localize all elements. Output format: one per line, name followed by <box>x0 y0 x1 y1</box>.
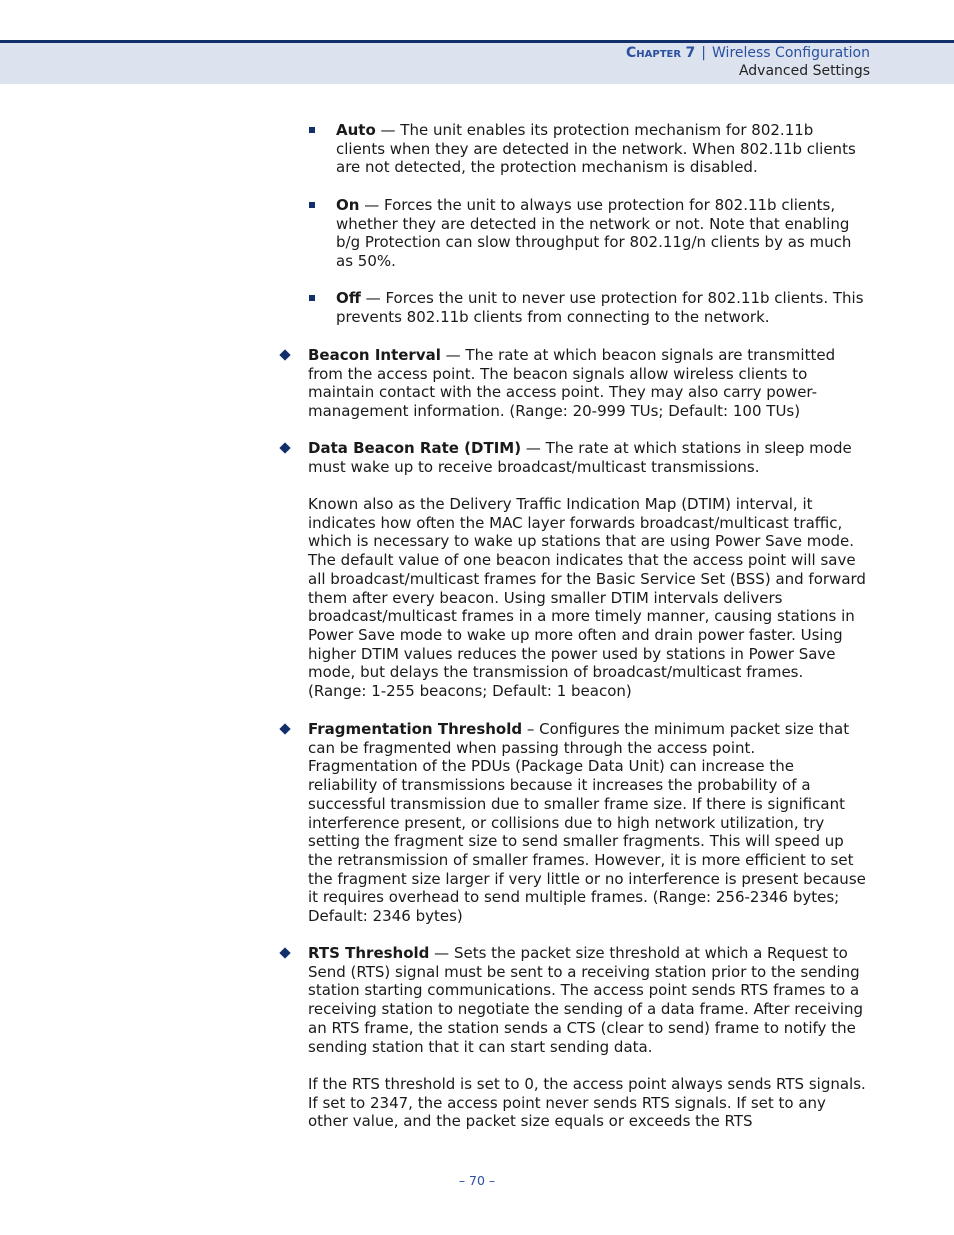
header-separator: | <box>701 45 707 61</box>
chapter-number: 7 <box>685 45 696 61</box>
diamond-bullet-icon <box>279 349 290 360</box>
diamond-bullet-icon <box>279 723 290 734</box>
sub-item-term: Off <box>336 289 361 307</box>
subsection-title: Advanced Settings <box>738 63 870 79</box>
diamond-bullet-icon <box>279 442 290 453</box>
page-number: – 70 – <box>458 1173 496 1188</box>
diamond-bullet-icon <box>279 947 290 958</box>
list-item <box>308 439 866 476</box>
running-header <box>626 44 870 80</box>
list-item <box>308 720 866 926</box>
item-text: — The rate at which beacon signals are transmitted from the access point. The beacon signals allow wireless clients to maintain contact with the access point. They may also carry power-management information. (Range: 20-999 TUs; Default: 100 TUs) <box>308 346 836 421</box>
square-bullet-icon <box>309 127 315 133</box>
sub-item-term: Auto <box>336 121 376 139</box>
sub-list-item <box>336 121 866 177</box>
sub-item-term: On <box>336 196 360 214</box>
body-paragraph: Known also as the Delivery Traffic Indication Map (DTIM) interval, it indicates how often the MAC layer forwards broadcast/multicast traffic, which is necessary to wake up stations that are using Power Save mode. The default value of one beacon indicates that the access point will save all broadcast/multicast frames for the Basic Service Set (BSS) and forward them after every beacon. Using smaller DTIM intervals delivers broadcast/multicast frames in a more timely manner, causing stations in Power Save mode to wake up more often and drain power faster. Using higher DTIM values reduces the power used by stations in Power Save mode, but delays the transmission of broadcast/multicast frames. (Range: 1-255 beacons; Default: 1 beacon) <box>308 495 866 701</box>
square-bullet-icon <box>309 202 315 208</box>
item-text: — The rate at which stations in sleep mode must wake up to receive broadcast/multicast transmissions. <box>308 439 852 476</box>
sub-item-text: — Forces the unit to never use protection for 802.11b clients. This prevents 802.11b clients from connecting to the network. <box>336 289 864 326</box>
sub-list-item <box>336 196 866 271</box>
item-text: – Configures the minimum packet size that can be fragmented when passing through the access point. Fragmentation of the PDUs (Package Data Unit) can increase the reliability of transmissions because it increases the probability of a successful transmission due to smaller frame size. If there is significant interference present, or collisions due to high network utilization, try setting the fragment size to send smaller fragments. This will speed up the retransmission of smaller frames. However, it is more efficient to set the fragment size larger if very little or no interference is present because it requires overhead to send multiple frames. (Range: 256-2346 bytes; Default: 2346 bytes) <box>308 720 866 926</box>
list-item <box>308 944 866 1056</box>
sub-item-text: — The unit enables its protection mechanism for 802.11b clients when they are detected in the network. When 802.11b clients are not detected, the protection mechanism is disabled. <box>336 121 856 177</box>
section-title: Wireless Configuration <box>712 45 870 61</box>
chapter-label: Chapter <box>626 45 682 61</box>
item-term: Data Beacon Rate (DTIM) <box>308 439 522 457</box>
list-item <box>308 346 866 421</box>
sub-item-text: — Forces the unit to always use protection for 802.11b clients, whether they are detected in the network or not. Note that enabling b/g Protection can slow throughput for 802.11g/n clients by as much as 50%. <box>336 196 852 271</box>
body-paragraph: If the RTS threshold is set to 0, the access point always sends RTS signals. If set to 2347, the access point never sends RTS signals. If set to any other value, and the packet size equals or exceeds the RTS <box>308 1075 866 1131</box>
item-text: — Sets the packet size threshold at which a Request to Send (RTS) signal must be sent to a receiving station prior to the sending station starting communications. The access point sends RTS frames to a receiving station to negotiate the sending of a data frame. After receiving an RTS frame, the station sends a CTS (clear to send) frame to notify the sending station that it can start sending data. <box>308 944 864 1056</box>
item-term: Fragmentation Threshold <box>308 720 523 738</box>
square-bullet-icon <box>309 295 315 301</box>
header-line-chapter <box>626 44 870 62</box>
item-term: RTS Threshold <box>308 944 430 962</box>
sub-list-item <box>336 289 866 326</box>
item-term: Beacon Interval <box>308 346 441 364</box>
